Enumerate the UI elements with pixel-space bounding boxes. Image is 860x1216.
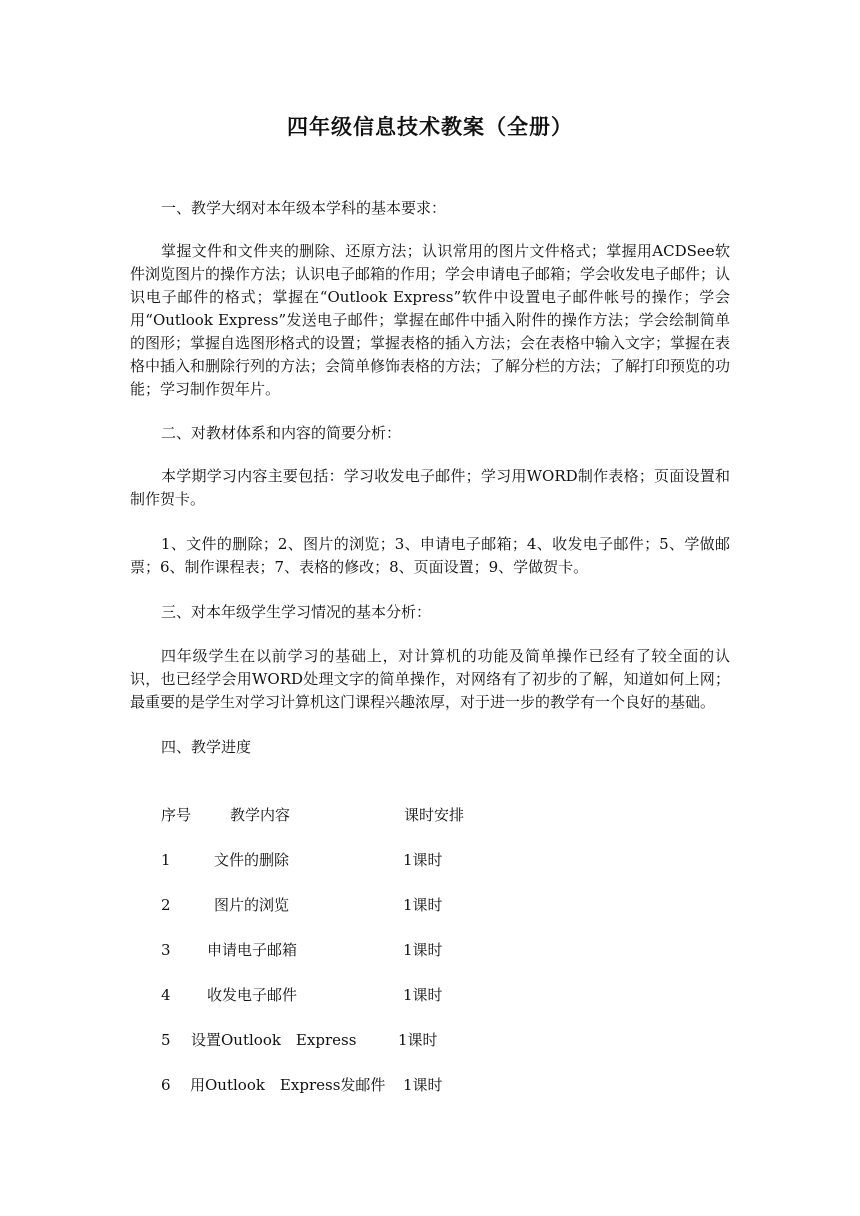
- row-content: 设置Outlook Express: [191, 1031, 357, 1049]
- row-hours: 1课时: [398, 1031, 438, 1049]
- row-content: 申请电子邮箱: [207, 941, 298, 959]
- header-hours: 课时安排: [404, 806, 465, 824]
- row-hours: 1课时: [403, 986, 443, 1004]
- section-2-heading: 二、对教材体系和内容的简要分析：: [161, 424, 402, 442]
- row-content: 收发电子邮件: [207, 986, 298, 1004]
- header-content: 教学内容: [230, 806, 291, 824]
- schedule-row: [0, 939, 860, 961]
- row-index: 5: [161, 1031, 171, 1049]
- row-content: 文件的删除: [214, 851, 290, 869]
- row-index: 4: [161, 986, 171, 1004]
- schedule-row: [0, 894, 860, 916]
- row-hours: 1课时: [403, 941, 443, 959]
- schedule-row: [0, 984, 860, 1006]
- row-index: 3: [161, 941, 171, 959]
- row-content: 用Outlook Express发邮件: [190, 1076, 386, 1094]
- section-3-paragraph: 四年级学生在以前学习的基础上，对计算机的功能及简单操作已经有了较全面的认识，也已经学会用WORD处理文字的简单操作，对网络有了初步的了解，知道如何上网；最重要的是学生对学习计算机这门课程兴趣浓厚，对于进一步的教学有一个良好的基础。: [130, 647, 730, 711]
- row-hours: 1课时: [403, 851, 443, 869]
- schedule-header-row: [0, 804, 860, 826]
- section-4-heading: 四、教学进度: [161, 738, 252, 756]
- row-content: 图片的浏览: [214, 896, 290, 914]
- row-index: 1: [161, 851, 171, 869]
- row-hours: 1课时: [403, 896, 443, 914]
- section-2-paragraph-1: 本学期学习内容主要包括：学习收发电子邮件；学习用WORD制作表格；页面设置和制作贺卡。: [130, 467, 730, 508]
- row-index: 2: [161, 896, 171, 914]
- section-2-paragraph-2: 1、文件的删除；2、图片的浏览；3、申请电子邮箱；4、收发电子邮件；5、学做邮票；6、制作课程表；7、表格的修改；8、页面设置；9、学做贺卡。: [130, 535, 730, 576]
- schedule-row: [0, 1029, 860, 1051]
- section-3-heading: 三、对本年级学生学习情况的基本分析：: [161, 603, 432, 621]
- row-index: 6: [161, 1076, 171, 1094]
- section-1-heading: 一、教学大纲对本年级本学科的基本要求：: [161, 199, 447, 217]
- document-title: 四年级信息技术教案（全册）: [287, 114, 573, 139]
- section-1-paragraph: 掌握文件和文件夹的删除、还原方法；认识常用的图片文件格式；掌握用ACDSee软件浏览图片的操作方法；认识电子邮箱的作用；学会申请电子邮箱；学会收发电子邮件；认识电子邮件的格式；掌握在“Outlook Express”软件中设置电子邮件帐号的操作；学会用“Outlook Express”发送电子邮件；掌握在邮件中插入附件的操作方法；学会绘制简单的图形；掌握自选图形格式的设置；掌握表格的插入方法；会在表格中输入文字；掌握在表格中插入和删除行列的方法；会简单修饰表格的方法；了解分栏的方法；了解打印预览的功能；学习制作贺年片。: [130, 242, 731, 398]
- schedule-row: [0, 849, 860, 871]
- schedule-row: [0, 1074, 860, 1096]
- row-hours: 1课时: [403, 1076, 443, 1094]
- header-index: 序号: [161, 806, 192, 824]
